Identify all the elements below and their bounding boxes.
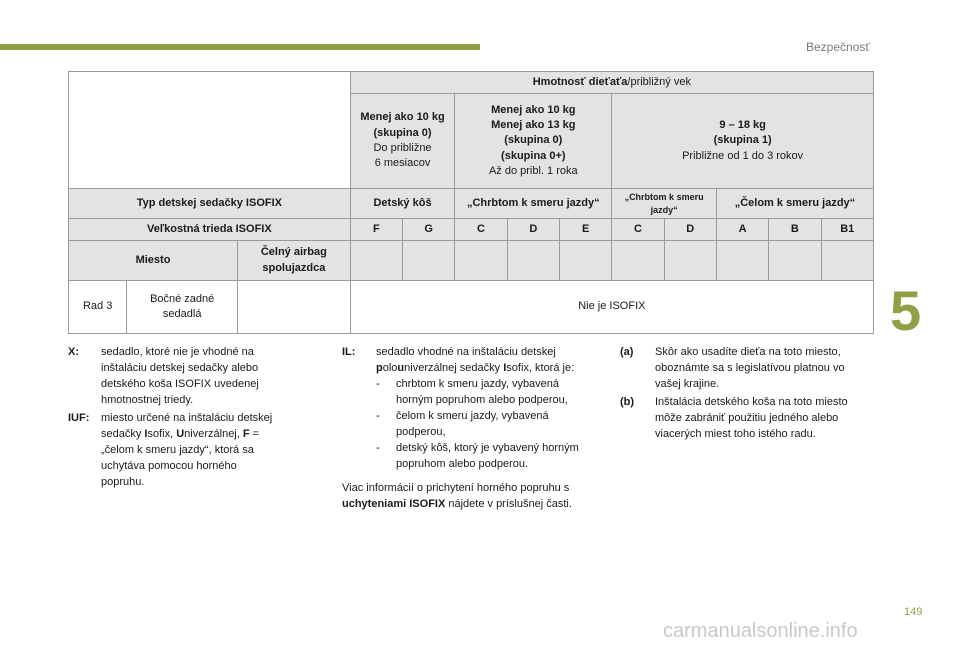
group-1-cell: 9 – 18 kg (skupina 1) Približne od 1 do 3 rokov bbox=[612, 94, 874, 189]
row-3 bbox=[69, 281, 874, 334]
blank-corner bbox=[69, 72, 351, 189]
header-accent-bar bbox=[0, 44, 480, 50]
section-title: Bezpečnosť bbox=[806, 40, 870, 54]
row-airbag bbox=[238, 281, 351, 334]
list-item: - detský kôš, ktorý je vybavený horným popruhom alebo podperou. bbox=[376, 442, 579, 470]
list-item: - chrbtom k smeru jazdy, vybavená horným popruhom alebo podperou, bbox=[376, 378, 568, 406]
note-il: IL: sedadlo vhodné na inštaláciu detskej polouniverzálnej sedačky Isofix, ktorá je: - chrbtom k smeru jazdy, vybavená horným popruhom alebo podperou, - čelom k smeru jazdy, vybavená podperou, - detský kôš, ktorý je vybavený horným popruhom alebo podperou. bbox=[342, 344, 590, 472]
type-carrycot: Detský kôš bbox=[350, 189, 455, 219]
type-label: Typ detskej sedačky ISOFIX bbox=[69, 189, 351, 219]
type-row bbox=[69, 189, 874, 219]
empty-cell bbox=[769, 241, 821, 281]
empty-cell bbox=[821, 241, 873, 281]
weight-header-row bbox=[69, 72, 874, 94]
watermark: carmanualsonline.info bbox=[663, 620, 858, 642]
group-0-cell: Menej ako 10 kg (skupina 0) Do približne 6 mesiacov bbox=[350, 94, 455, 189]
class-cell: B1 bbox=[821, 219, 873, 241]
class-cell: C bbox=[455, 219, 507, 241]
empty-cell bbox=[507, 241, 559, 281]
notes-column-2 bbox=[342, 344, 590, 512]
empty-cell bbox=[403, 241, 455, 281]
notes-column-3 bbox=[620, 344, 868, 444]
row-seat: Bočné zadné sedadlá bbox=[127, 281, 238, 334]
class-cell: C bbox=[612, 219, 664, 241]
class-row bbox=[69, 219, 874, 241]
class-cell: G bbox=[403, 219, 455, 241]
type-rear-facing: „Chrbtom k smeru jazdy“ bbox=[455, 189, 612, 219]
row-name: Rad 3 bbox=[69, 281, 127, 334]
empty-cell bbox=[559, 241, 611, 281]
seat-label: Miesto bbox=[69, 241, 238, 281]
airbag-label: Čelný airbag spolujazdca bbox=[238, 241, 351, 281]
page-number: 149 bbox=[904, 606, 923, 618]
class-label: Veľkostná trieda ISOFIX bbox=[69, 219, 351, 241]
class-cell: B bbox=[769, 219, 821, 241]
class-cell: F bbox=[350, 219, 402, 241]
seat-header-row bbox=[69, 241, 874, 281]
empty-cell bbox=[716, 241, 768, 281]
class-cell: D bbox=[507, 219, 559, 241]
empty-cell bbox=[664, 241, 716, 281]
weight-header: Hmotnosť dieťaťa/približný vek bbox=[350, 72, 873, 94]
class-cell: E bbox=[559, 219, 611, 241]
list-item: - čelom k smeru jazdy, vybavená podperou, bbox=[376, 410, 549, 438]
class-cell: D bbox=[664, 219, 716, 241]
more-info-paragraph: Viac informácií o prichytení horného popruhu s uchyteniami ISOFIX nájdete v príslušnej časti. bbox=[342, 482, 572, 510]
empty-cell bbox=[612, 241, 664, 281]
notes-column-1 bbox=[68, 344, 280, 492]
note-x: X: sedadlo, ktoré nie je vhodné na inštaláciu detskej sedačky alebo detského koša ISOFIX uvedenej hmotnostnej triedy. bbox=[68, 346, 259, 406]
empty-cell bbox=[455, 241, 507, 281]
note-a: (a) Skôr ako usadíte dieťa na toto miesto, oboznámte sa s legislatívou platnou vo vašej krajine. bbox=[620, 346, 845, 390]
chapter-number: 5 bbox=[890, 279, 922, 342]
isofix-table bbox=[68, 71, 874, 334]
empty-cell bbox=[350, 241, 402, 281]
group-0plus-cell: Menej ako 10 kg Menej ako 13 kg (skupina 0) (skupina 0+) Až do pribl. 1 roka bbox=[455, 94, 612, 189]
type-forward-facing: „Čelom k smeru jazdy“ bbox=[716, 189, 873, 219]
row-value: Nie je ISOFIX bbox=[350, 281, 873, 334]
note-b: (b) Inštalácia detského koša na toto miesto môže zabrániť použitiu jedného alebo viacerých miest toho istého radu. bbox=[620, 396, 848, 440]
type-rear-facing-2: „Chrbtom k smeru jazdy“ bbox=[612, 189, 717, 219]
class-cell: A bbox=[716, 219, 768, 241]
note-iuf: IUF: miesto určené na inštaláciu detskej sedačky Isofix, Univerzálnej, F = „čelom k smeru jazdy“, ktorá sa uchytáva pomocou horného popruhu. bbox=[68, 412, 273, 488]
